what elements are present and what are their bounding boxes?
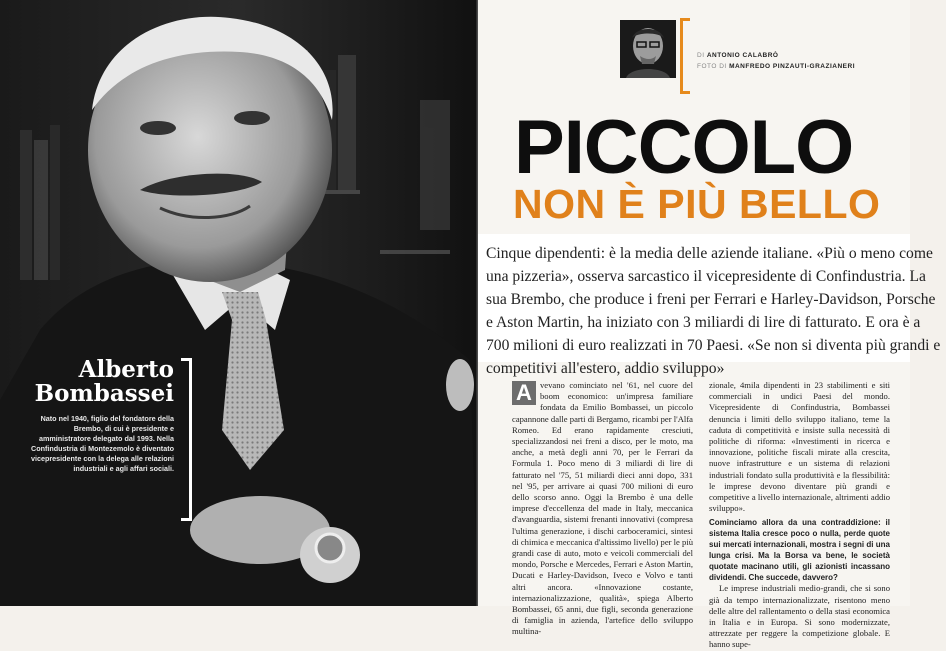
- body-column-1: [512, 380, 693, 638]
- author-credit: DI ANTONIO CALABRÒ: [697, 52, 779, 59]
- interview-question: Cominciamo allora da una contraddizione: il sistema Italia cresce poco o nulla, perde quote sui mercati internazionali, mostra i segni di una lunga crisi. Ma la Borsa va bene, le società quotate macinano utili, gli azionisti incassano dividendi. Che succede, davvero?: [709, 518, 890, 583]
- body-text: vevano cominciato nel '61, nel cuore del boom economico: un'impresa familiare fondata da Emilio Bombassei, un piccolo capannone dalle parti di Bergamo, ricambi per l'Alfa Romeo. Ed erano rapidamente cresciuti, specializzandosi nei freni a disco, per le moto, ma anche, a metà degli anni 70, per le Ferrari da Formula 1. Poco meno di 3 miliardi di lire di fatturato nel '75, 51 miliardi dieci anni dopo, 331 nel '95, per arrivare ai quasi 700 milioni di euro dello scorso anno. Oggi la Brembo è una delle imprese d'eccellenza del made in Italy, meccanica d'avanguardia, sistemi frenanti innovativi (compresa l'ultima generazione, i dischi carboceramici, sintesi di chimica e meccanica d'altissimo livello) per le più grandi case di auto, moto e veicoli commerciali del mondo, Porsche e Mercedes, Ferrari e Aston Martin, Ducati e Harley-Davidson, Iveco e Volvo e tanti altri ancora. «Innovazione costante, internazionalizzazione, qualità», spiega Alberto Bombassei, 65 anni, due figli, seconda generazione di famiglia in azienda, l'artefice dello sviluppo multina-: [512, 380, 693, 637]
- body-column-2: [709, 380, 890, 651]
- body-paragraph: zionale, 4mila dipendenti in 23 stabilimenti e siti commerciali in undici Paesi del mondo. Vicepresidente di Confindustria, Bombassei denuncia i limiti dello sviluppo italiano, teme la caduta di competitività e insiste sulla necessità di politiche di riforma: «Investimenti in ricerca e innovazione, politiche fiscali mirate alla crescita, nuove infrastrutture e un sistema di relazioni industriali fondato sulla produttività e la flessibilità: le imprese devono diventare più grandi e competitive a livello internazionale, altrimenti addio sviluppo».: [709, 380, 890, 514]
- subject-last-name: Bombassei: [34, 380, 174, 407]
- lede-text: Cinque dipendenti: è la media delle aziende italiane. «Più o meno come una pizzeria», osserva sarcastico il vicepresidente di Confindustria. La sua Brembo, che produce i freni per Ferrari e Harley-Davidson, Porsche e Aston Martin, ha iniziato con 3 miliardi di lire di fatturato. E ora è a 700 milioni di euro realizzati in 70 Paesi. «Se non si diventa più grandi e competitivi all'estero, addio sviluppo»: [486, 245, 941, 377]
- headline-sub: NON È PIÙ BELLO: [513, 181, 881, 227]
- photographer-name: MANFREDO PINZAUTI-GRAZIANERI: [729, 63, 856, 70]
- portrait-photo: [0, 0, 478, 606]
- author-photo: [620, 20, 676, 78]
- author-name: ANTONIO CALABRÒ: [706, 52, 779, 59]
- subject-bio: Nato nel 1940, figlio del fondatore della Brembo, di cui è presidente e amministratore delegato dal 1993. Nella Confindustria di Montezemolo è diventato vicepresidente con la delega alle relazioni industriali e agli affari sociali.: [30, 414, 174, 473]
- subject-first-name: Alberto: [78, 356, 174, 383]
- article-credits: [697, 50, 855, 72]
- article-lede: [478, 234, 941, 377]
- portrait-caption: [22, 358, 174, 474]
- credits-bracket: [680, 18, 690, 94]
- headline-main: PICCOLO: [514, 105, 854, 190]
- drop-cap: A: [512, 381, 536, 405]
- body-paragraph: Le imprese industriali medio-grandi, che si sono già da tempo internazionalizzate, risentono meno delle altre del rallentamento o della stasi economica in Italia e in Europa. Si sono modernizzate, attrezzate per reggere la competizione globale. E hanno supe-: [709, 583, 890, 650]
- photo-credit: FOTO DI MANFREDO PINZAUTI-GRAZIANERI: [697, 63, 856, 70]
- caption-bracket: [181, 358, 192, 521]
- portrait-page: [0, 0, 478, 606]
